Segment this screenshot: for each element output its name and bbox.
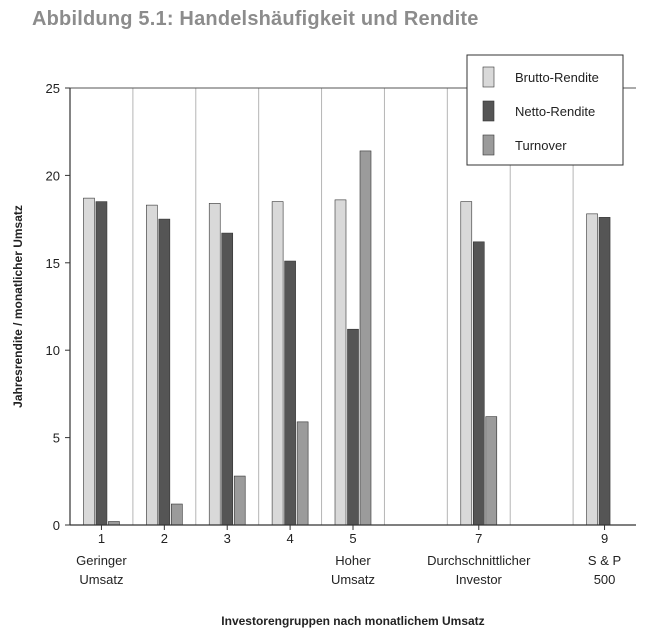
x-tick-label: 3 xyxy=(223,531,231,546)
y-tick-label: 5 xyxy=(52,430,60,446)
bar-turnover-5 xyxy=(360,151,371,525)
bar-netto-rendite-9 xyxy=(599,217,610,525)
legend xyxy=(467,55,623,165)
bar-turnover-4 xyxy=(297,422,308,525)
x-tick-sublabel: Investor xyxy=(455,572,502,587)
bar-brutto-rendite-7 xyxy=(461,202,472,525)
y-tick-label: 0 xyxy=(52,518,60,533)
x-tick-label: 5 xyxy=(349,531,357,546)
y-axis-title: Jahresrendite / monatlicher Umsatz xyxy=(11,205,25,408)
x-tick-sublabel: Hoher xyxy=(335,553,371,568)
bar-netto-rendite-4 xyxy=(285,261,296,525)
bar-netto-rendite-2 xyxy=(159,219,170,525)
x-tick-sublabel: Geringer xyxy=(76,553,127,568)
x-tick-sublabel: S & P xyxy=(587,553,622,568)
bar-turnover-7 xyxy=(486,417,497,525)
x-tick-label: 9 xyxy=(600,531,609,546)
x-tick-label: 4 xyxy=(286,531,294,546)
bar-brutto-rendite-2 xyxy=(146,205,157,525)
legend-swatch xyxy=(483,101,494,121)
x-tick-sublabel: Durchschnittlicher xyxy=(427,553,531,568)
x-axis-title: Investorengruppen nach monatlichem Umsatz xyxy=(221,614,485,628)
bar-netto-rendite-7 xyxy=(473,242,484,525)
y-tick-label: 15 xyxy=(45,255,60,271)
bar-netto-rendite-3 xyxy=(222,233,233,525)
bar-turnover-3 xyxy=(234,476,245,525)
x-tick-sublabel: Umsatz xyxy=(79,572,124,587)
bar-brutto-rendite-1 xyxy=(83,198,94,525)
bar-brutto-rendite-5 xyxy=(335,200,346,525)
legend-swatch xyxy=(483,135,494,155)
bar-brutto-rendite-9 xyxy=(587,214,598,525)
bar-netto-rendite-1 xyxy=(96,202,107,525)
legend-label: Netto-Rendite xyxy=(515,104,596,119)
x-tick-label: 2 xyxy=(160,531,168,546)
legend-label: Turnover xyxy=(515,138,567,153)
legend-label: Brutto-Rendite xyxy=(515,70,599,85)
chart-title: Abbildung 5.1: Handelshäufigkeit und Rendite xyxy=(32,8,479,30)
y-tick-label: 20 xyxy=(45,168,60,184)
bar-brutto-rendite-3 xyxy=(209,203,220,525)
bar-brutto-rendite-4 xyxy=(272,202,283,525)
legend-swatch xyxy=(483,67,494,87)
bar-turnover-2 xyxy=(171,504,182,525)
x-tick-label: 7 xyxy=(475,531,483,546)
y-tick-label: 10 xyxy=(45,343,60,359)
x-tick-sublabel: 500 xyxy=(593,572,616,587)
bars xyxy=(83,151,610,525)
x-tick-sublabel: Umsatz xyxy=(330,572,376,587)
bar-netto-rendite-5 xyxy=(348,329,359,525)
x-tick-label: 1 xyxy=(97,531,106,546)
y-tick-label: 25 xyxy=(45,81,60,96)
